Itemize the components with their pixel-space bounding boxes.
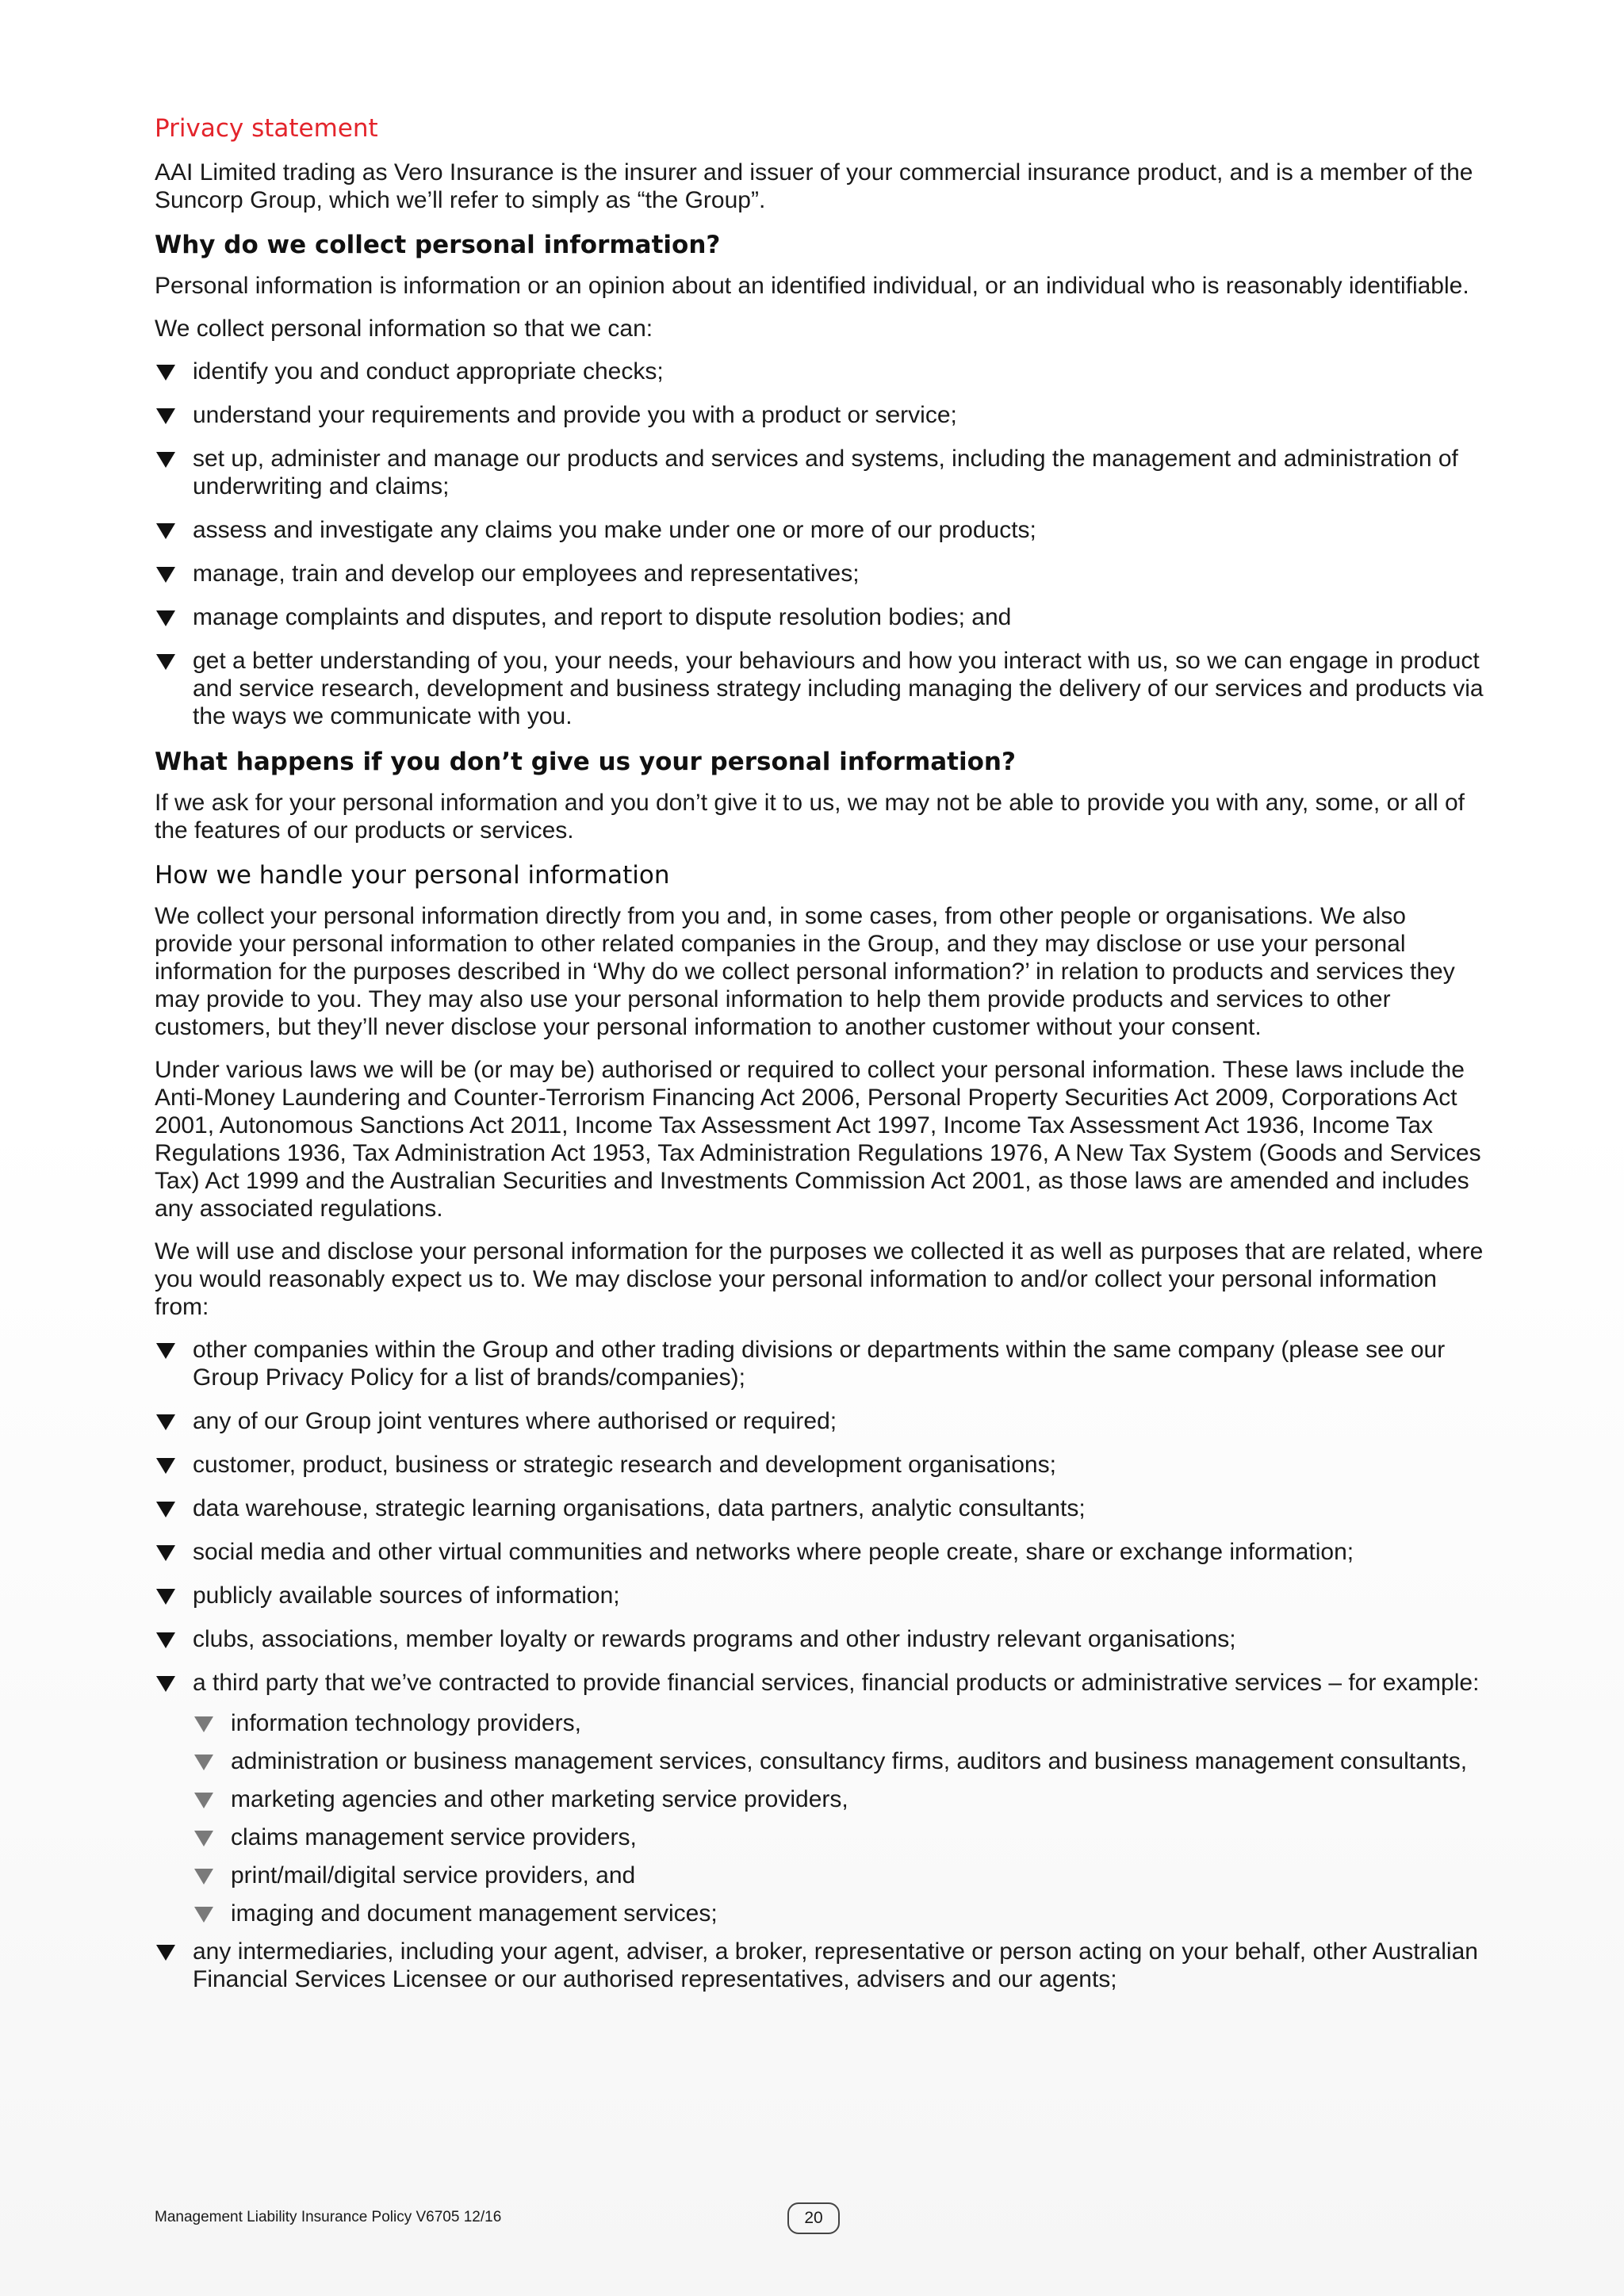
triangle-bullet-icon — [156, 408, 175, 424]
sub-list-item-text: claims management service providers, — [231, 1824, 637, 1850]
triangle-bullet-icon — [156, 1458, 175, 1474]
sub-list-item-text: print/mail/digital service providers, and — [231, 1862, 636, 1888]
list-item-text: customer, product, business or strategic research and development organisations; — [193, 1452, 1056, 1478]
list-item — [155, 358, 1487, 385]
triangle-sub-bullet-icon — [194, 1755, 213, 1770]
sub-list-item — [193, 1709, 1487, 1737]
handle-paragraph-1: We collect your personal information directly from you and, in some cases, from other people or organisations. We also provide your personal information to other related companies in the Group, and they may disclose or use your personal information for the purposes described in ‘Why do we collect personal information?’ in relation to products and services they may provide to you. They may also use your personal information to help them provide products and services to other customers, but they’ll never disclose your personal information to another customer without your consent. — [155, 903, 1455, 1040]
list-item-text: publicly available sources of information; — [193, 1582, 620, 1609]
list-item-text: manage complaints and disputes, and report to dispute resolution bodies; and — [193, 604, 1012, 630]
why-collect-heading: Why do we collect personal information? — [155, 231, 721, 259]
triangle-sub-bullet-icon — [194, 1793, 213, 1808]
triangle-bullet-icon — [156, 1589, 175, 1605]
footer-policy-reference: Management Liability Insurance Policy V6705 12/16 — [155, 2209, 502, 2225]
triangle-bullet-icon — [156, 1676, 175, 1692]
sub-list-item — [193, 1862, 1487, 1889]
list-item-text: any intermediaries, including your agent, adviser, a broker, representative or person acting on your behalf, other Australian Financial Services Licensee or our authorised representatives, advisers and our agents; — [193, 1938, 1478, 1992]
list-item-text: clubs, associations, member loyalty or rewards programs and other industry relevant organisations; — [193, 1626, 1236, 1652]
triangle-sub-bullet-icon — [194, 1907, 213, 1923]
third-party-examples-list — [193, 1709, 1487, 1927]
list-item — [155, 1582, 1487, 1609]
triangle-bullet-icon — [156, 1414, 175, 1430]
sub-list-item-text: administration or business management services, consultancy firms, auditors and business management consultants, — [231, 1748, 1468, 1774]
list-item — [155, 560, 1487, 587]
list-item-text: other companies within the Group and other trading divisions or departments within the same company (please see our Group Privacy Policy for a list of brands/companies); — [193, 1337, 1446, 1391]
triangle-bullet-icon — [156, 1632, 175, 1648]
intro-paragraph: AAI Limited trading as Vero Insurance is the insurer and issuer of your commercial insurance product, and is a member of the Suncorp Group, which we’ll refer to simply as “the Group”. — [155, 159, 1473, 213]
list-item — [155, 647, 1487, 730]
list-item-text: identify you and conduct appropriate checks; — [193, 358, 664, 385]
list-item-text: get a better understanding of you, your needs, your behaviours and how you interact with us, so we can engage in product and service research, development and business strategy including managing the delivery of our services and products via the ways we communicate with you. — [193, 648, 1484, 729]
handle-paragraph-2: Under various laws we will be (or may be) authorised or required to collect your personal information. These laws include the Anti-Money Laundering and Counter-Terrorism Financing Act 2006, Personal Property Securities Act 2009, Corporations Act 2001, Autonomous Sanctions Act 2011, Income Tax Assessment Act 1997, Income Tax Assessment Act 1936, Income Tax Regulations 1936, Tax Administration Act 1953, Tax Administration Regulations 1976, A New Tax System (Goods and Services Tax) Act 1999 and the Australian Securities and Investments Commission Act 2001, as those laws are amended and includes any associated regulations. — [155, 1057, 1481, 1222]
handle-heading: How we handle your personal information — [155, 861, 670, 890]
triangle-bullet-icon — [156, 610, 175, 626]
list-item-text: understand your requirements and provide you with a product or service; — [193, 402, 957, 428]
disclosure-list — [155, 1336, 1487, 1697]
sub-list-item — [193, 1900, 1487, 1927]
list-item — [155, 1625, 1487, 1653]
handle-paragraph-3: We will use and disclose your personal information for the purposes we collected it as well as purposes that are related, where you would reasonably expect us to. We may disclose your personal information to and/or collect your personal information from: — [155, 1238, 1484, 1320]
collect-lead-paragraph: We collect personal information so that we can: — [155, 316, 653, 342]
list-item — [155, 603, 1487, 631]
intermediaries-list — [155, 1938, 1487, 1993]
list-item-text: set up, administer and manage our products and services and systems, including the management and administration of underwriting and claims; — [193, 446, 1458, 499]
triangle-bullet-icon — [156, 1343, 175, 1359]
sub-list-item — [193, 1785, 1487, 1813]
sub-list-item-text: marketing agencies and other marketing service providers, — [231, 1786, 848, 1812]
sub-list-item — [193, 1823, 1487, 1851]
list-item-text: assess and investigate any claims you make under one or more of our products; — [193, 517, 1036, 543]
triangle-sub-bullet-icon — [194, 1869, 213, 1885]
list-item — [155, 1451, 1487, 1479]
triangle-bullet-icon — [156, 654, 175, 670]
triangle-bullet-icon — [156, 1502, 175, 1517]
dont-give-heading: What happens if you don’t give us your personal information? — [155, 748, 1016, 776]
collect-purposes-list — [155, 358, 1487, 730]
list-item — [155, 1669, 1487, 1697]
section-title: Privacy statement — [155, 114, 378, 143]
triangle-bullet-icon — [156, 567, 175, 583]
sub-list-item-text: imaging and document management services; — [231, 1900, 718, 1927]
list-item — [155, 1407, 1487, 1435]
triangle-bullet-icon — [156, 1945, 175, 1961]
triangle-sub-bullet-icon — [194, 1716, 213, 1732]
list-item-text: data warehouse, strategic learning organisations, data partners, analytic consultants; — [193, 1495, 1086, 1521]
list-item — [155, 1494, 1487, 1522]
triangle-bullet-icon — [156, 1545, 175, 1561]
list-item — [155, 1938, 1487, 1993]
list-item — [155, 516, 1487, 544]
privacy-statement-content — [155, 113, 1487, 2009]
list-item — [155, 401, 1487, 429]
list-item-text: social media and other virtual communities and networks where people create, share or exchange information; — [193, 1539, 1354, 1565]
list-item-text: manage, train and develop our employees and representatives; — [193, 561, 860, 587]
definition-paragraph: Personal information is information or an opinion about an identified individual, or an individual who is reasonably identifiable. — [155, 273, 1469, 299]
sub-list-item — [193, 1747, 1487, 1775]
triangle-bullet-icon — [156, 523, 175, 539]
dont-give-paragraph: If we ask for your personal information and you don’t give it to us, we may not be able to provide you with any, some, or all of the features of our products or services. — [155, 790, 1465, 844]
list-item-text: a third party that we’ve contracted to provide financial services, financial products or administrative services – for example: — [193, 1670, 1480, 1696]
page-number-badge: 20 — [787, 2202, 840, 2234]
list-item — [155, 1336, 1487, 1391]
list-item-text: any of our Group joint ventures where authorised or required; — [193, 1408, 837, 1434]
list-item — [155, 1538, 1487, 1566]
triangle-bullet-icon — [156, 365, 175, 381]
list-item — [155, 445, 1487, 500]
sub-list-item-text: information technology providers, — [231, 1710, 581, 1736]
triangle-sub-bullet-icon — [194, 1831, 213, 1846]
triangle-bullet-icon — [156, 452, 175, 468]
